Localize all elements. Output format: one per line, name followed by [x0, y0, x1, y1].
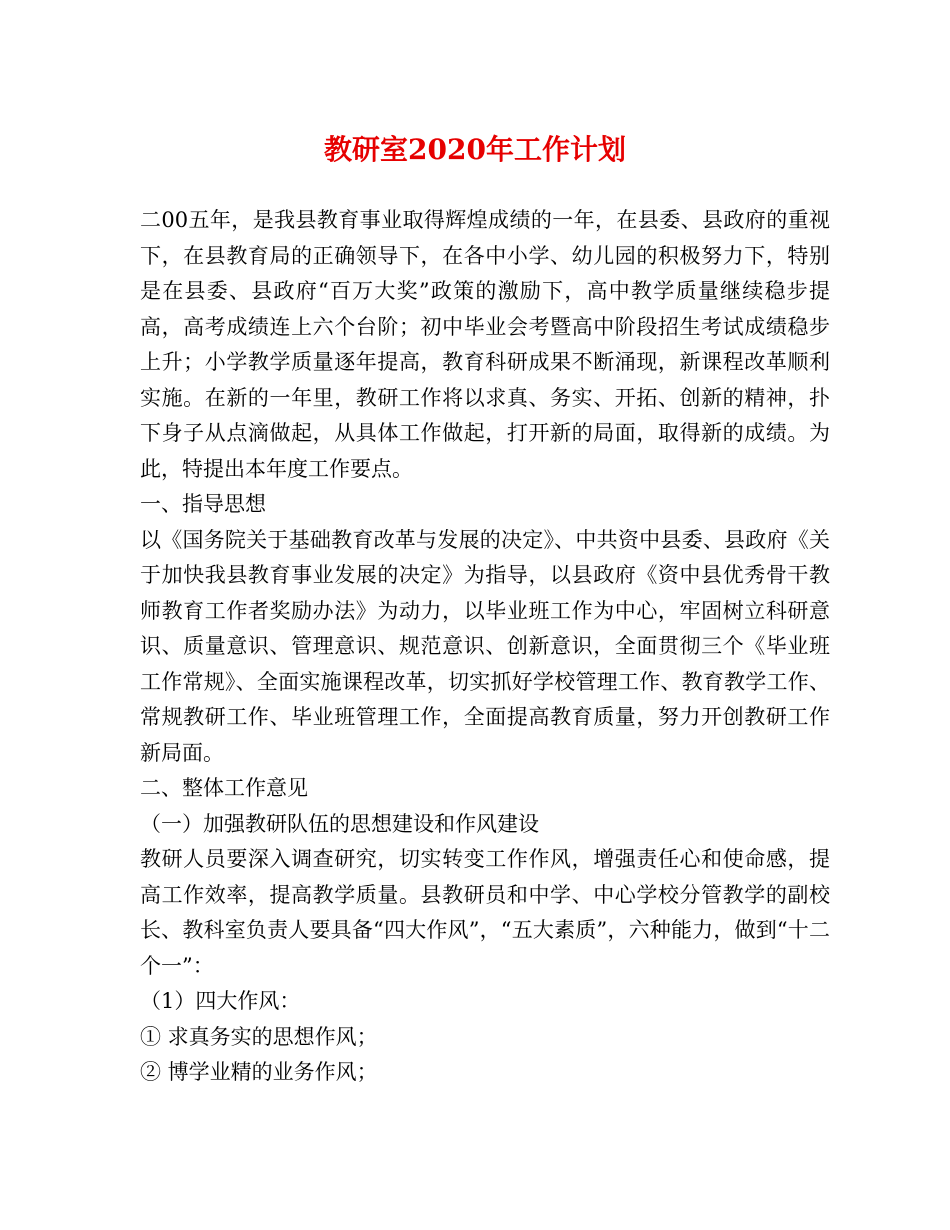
document-title: 教研室2020年工作计划	[324, 133, 626, 166]
section-heading-guiding-thought: 一、指导思想	[140, 492, 266, 516]
list-item: ① 求真务实的思想作风；	[140, 1024, 378, 1049]
list-heading-four-styles: （1）四大作风：	[140, 989, 301, 1013]
intro-paragraph: 二00五年，是我县教育事业取得辉煌成绩的一年，在县委、县政府的重视下，在县教育局的正确领导下，在各中小学、幼儿园的积极努力下，特别是在县委、县政府“百万大奖”政策的激励下，高中教学质量继续稳步提高，高考成绩连上六个台阶；初中毕业会考暨高中阶段招生考试成绩稳步上升；小学教学质量逐年提高，教育科研成果不断涌现，新课程改革顺利实施。在新的一年里，教研工作将以求真、务实、开拓、创新的精神，扑下身子从点滴做起，从具体工作做起，打开新的局面，取得新的成绩。为此，特提出本年度工作要点。	[140, 208, 830, 481]
document-body	[140, 203, 830, 1091]
subsection-heading-team-building: （一）加强教研队伍的思想建设和作风建设	[140, 811, 539, 836]
team-building-paragraph: 教研人员要深入调查研究，切实转变工作作风，增强责任心和使命感，提高工作效率，提高教学质量。县教研员和中学、中心学校分管教学的副校长、教科室负责人要具备“四大作风”，“五大素质”，六种能力，做到“十二个一”：	[140, 847, 830, 978]
section-heading-overall-work: 二、整体工作意见	[140, 776, 308, 800]
guiding-thought-paragraph: 以《国务院关于基础教育改革与发展的决定》、中共资中县委、县政府《关于加快我县教育事业发展的决定》为指导，以县政府《资中县优秀骨干教师教育工作者奖励办法》为动力，以毕业班工作为中心，牢固树立科研意识、质量意识、管理意识、规范意识、创新意识，全面贯彻三个《毕业班工作常规》、全面实施课程改革，切实抓好学校管理工作、教育教学工作、常规教研工作、毕业班管理工作，全面提高教育质量，努力开创教研工作新局面。	[140, 527, 830, 765]
list-item: ② 博学业精的业务作风；	[140, 1060, 378, 1084]
